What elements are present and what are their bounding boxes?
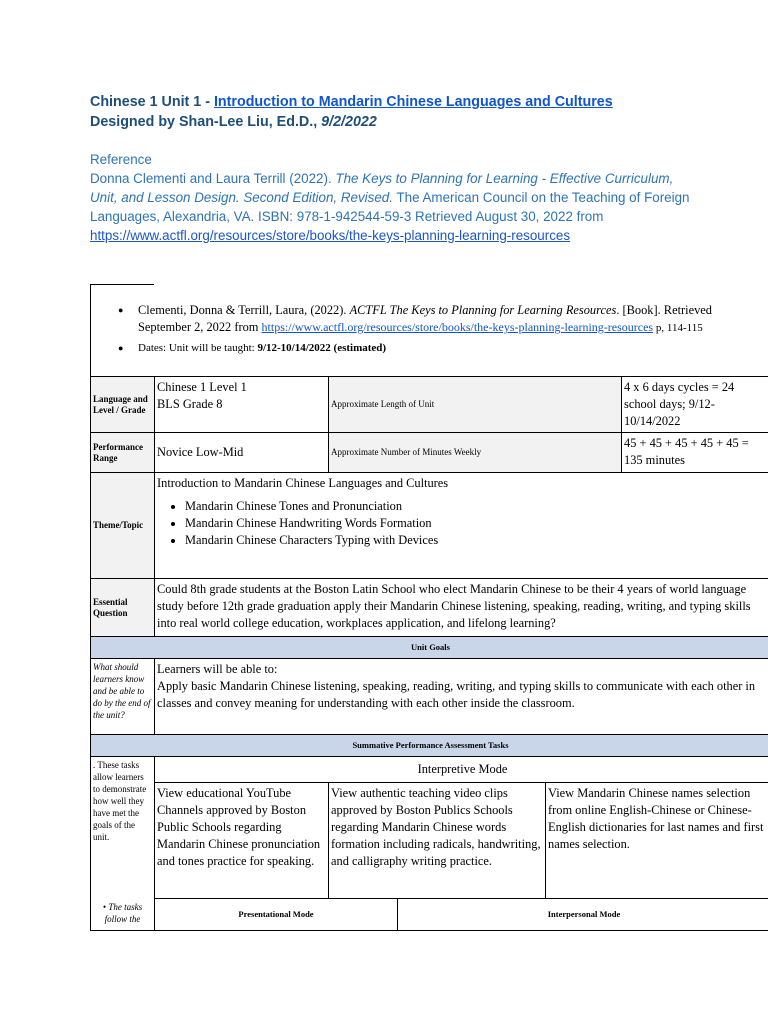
document-title	[90, 92, 750, 132]
list-item: • Mandarin Chinese Tones and Pronunciation	[185, 498, 768, 515]
interpretive-task-2: View authentic teaching video clips approved by Boston Publics Schools regarding Mandarin Chinese words formation including radicals, handwriting, and calligraphy writing practice.	[329, 783, 546, 899]
theme-list	[157, 498, 768, 549]
table-row	[91, 637, 768, 659]
goals-intro: Learners will be able to:	[157, 662, 278, 676]
bullet-item	[118, 340, 758, 357]
performance-range-label: Performance Range	[91, 433, 155, 473]
language-level-label: Language and Level / Grade	[91, 377, 155, 433]
goals-text: Apply basic Mandarin Chinese listening, speaking, reading, writing, and typing skills to communicate with each other in classes and convey meaning for understanding with each other inside the classroom.	[157, 679, 756, 710]
theme-topic-value	[155, 473, 768, 579]
table-row	[91, 433, 768, 473]
grade-value-line: BLS Grade 8	[157, 397, 223, 411]
interpersonal-mode-header: Interpersonal Mode	[398, 899, 768, 931]
table-row	[91, 783, 768, 899]
unit-plan-table	[90, 376, 768, 931]
essential-question-label: Essential Question	[91, 579, 155, 637]
bullet-pages: p, 114-115	[653, 322, 703, 334]
performance-range-value: Novice Low-Mid	[155, 433, 329, 473]
table-row	[91, 899, 768, 931]
bullet-rest: . [Book]. Retrieved September 2, 2022 from	[138, 303, 712, 334]
summative-tasks-band: Summative Performance Assessment Tasks	[91, 735, 768, 757]
theme-intro: Introduction to Mandarin Chinese Languages and Cultures	[157, 476, 449, 490]
unit-length-label: Approximate Length of Unit	[329, 377, 622, 433]
bullet-title: ACTFL The Keys to Planning for Learning Resources	[349, 303, 617, 317]
table-row	[91, 735, 768, 757]
table-row	[91, 473, 768, 579]
list-item: • Mandarin Chinese Characters Typing with Devices	[185, 532, 768, 549]
reference-citation	[90, 169, 690, 245]
unit-title-line	[90, 92, 750, 112]
unit-length-value: 4 x 6 days cycles = 24 school days; 9/12-10/14/2022	[622, 377, 768, 433]
unit-title-link[interactable]: Introduction to Mandarin Chinese Languages and Cultures	[213, 94, 613, 110]
theme-topic-label: Theme/Topic	[91, 473, 155, 579]
list-item: • Mandarin Chinese Handwriting Words Formation	[185, 515, 768, 532]
reference-authors: Donna Clementi and Laura Terrill (2022).	[90, 171, 336, 186]
designer-line	[90, 112, 750, 132]
unit-goals-value	[155, 659, 768, 735]
minutes-weekly-label: Approximate Number of Minutes Weekly	[329, 433, 622, 473]
bullet-authors: Clementi, Donna & Terrill, Laura, (2022).	[138, 303, 350, 317]
design-date: 9/2/2022	[321, 114, 377, 130]
dates-value: 9/12-10/14/2022 (estimated)	[257, 342, 387, 354]
minutes-weekly-value: 45 + 45 + 45 + 45 + 45 = 135 minutes	[622, 433, 768, 473]
table-row	[91, 757, 768, 783]
tasks-side-note: . These tasks allow learners to demonstrate how well they have met the goals of the unit.	[91, 757, 155, 899]
designer-name: Designed by Shan-Lee Liu, Ed.D.,	[90, 114, 322, 130]
interpretive-mode-header: Interpretive Mode	[155, 757, 768, 783]
essential-question-value: Could 8th grade students at the Boston Latin School who elect Mandarin Chinese to be their 4 years of world language study before 12th grade graduation apply their Mandarin Chinese listening, speaking, reading, writing, and typing skills into real world college education, workplaces application, and lifelong learning?	[155, 579, 768, 637]
reference-book-title: The Keys to Planning for Learning - Effective Curriculum, Unit, and Lesson Design. Second Edition, Revised.	[90, 171, 674, 205]
bullet-item	[118, 302, 758, 337]
bullet-dot-icon: ●	[118, 343, 124, 353]
language-value-line: Chinese 1 Level 1	[157, 380, 247, 394]
reference-publisher: The American Council on the Teaching of Foreign Languages, Alexandria, VA. ISBN: 978-1-942544-59-3 Retrieved August 30, 2022 from	[90, 190, 690, 224]
table-row	[91, 659, 768, 735]
interpretive-task-3: View Mandarin Chinese names selection from online English-Chinese or Chinese-English dictionaries for last names and first names selection.	[546, 783, 768, 899]
reference-block	[90, 150, 690, 245]
unit-goals-band: Unit Goals	[91, 637, 768, 659]
reference-heading: Reference	[90, 152, 152, 167]
resources-bullets	[118, 302, 758, 357]
table-row	[91, 377, 768, 433]
bullet-url-link[interactable]: https://www.actfl.org/resources/store/books/the-keys-planning-learning-resources	[261, 320, 654, 334]
bullet-dot-icon: ●	[118, 305, 124, 315]
goals-side-note: What should learners know and be able to do by the end of the unit?	[91, 659, 155, 735]
presentational-mode-header: Presentational Mode	[155, 899, 398, 931]
follow-side-note: • The tasks follow the	[91, 899, 155, 931]
reference-url-link[interactable]: https://www.actfl.org/resources/store/books/the-keys-planning-learning-resources	[90, 228, 571, 243]
dates-label: Dates: Unit will be taught:	[138, 342, 258, 354]
table-row	[91, 579, 768, 637]
language-level-value	[155, 377, 329, 433]
title-prefix: Chinese 1 Unit 1 -	[90, 94, 214, 110]
interpretive-task-1: View educational YouTube Channels approved by Boston Public Schools regarding Mandarin Chinese pronunciation and tones practice for speaking.	[155, 783, 329, 899]
